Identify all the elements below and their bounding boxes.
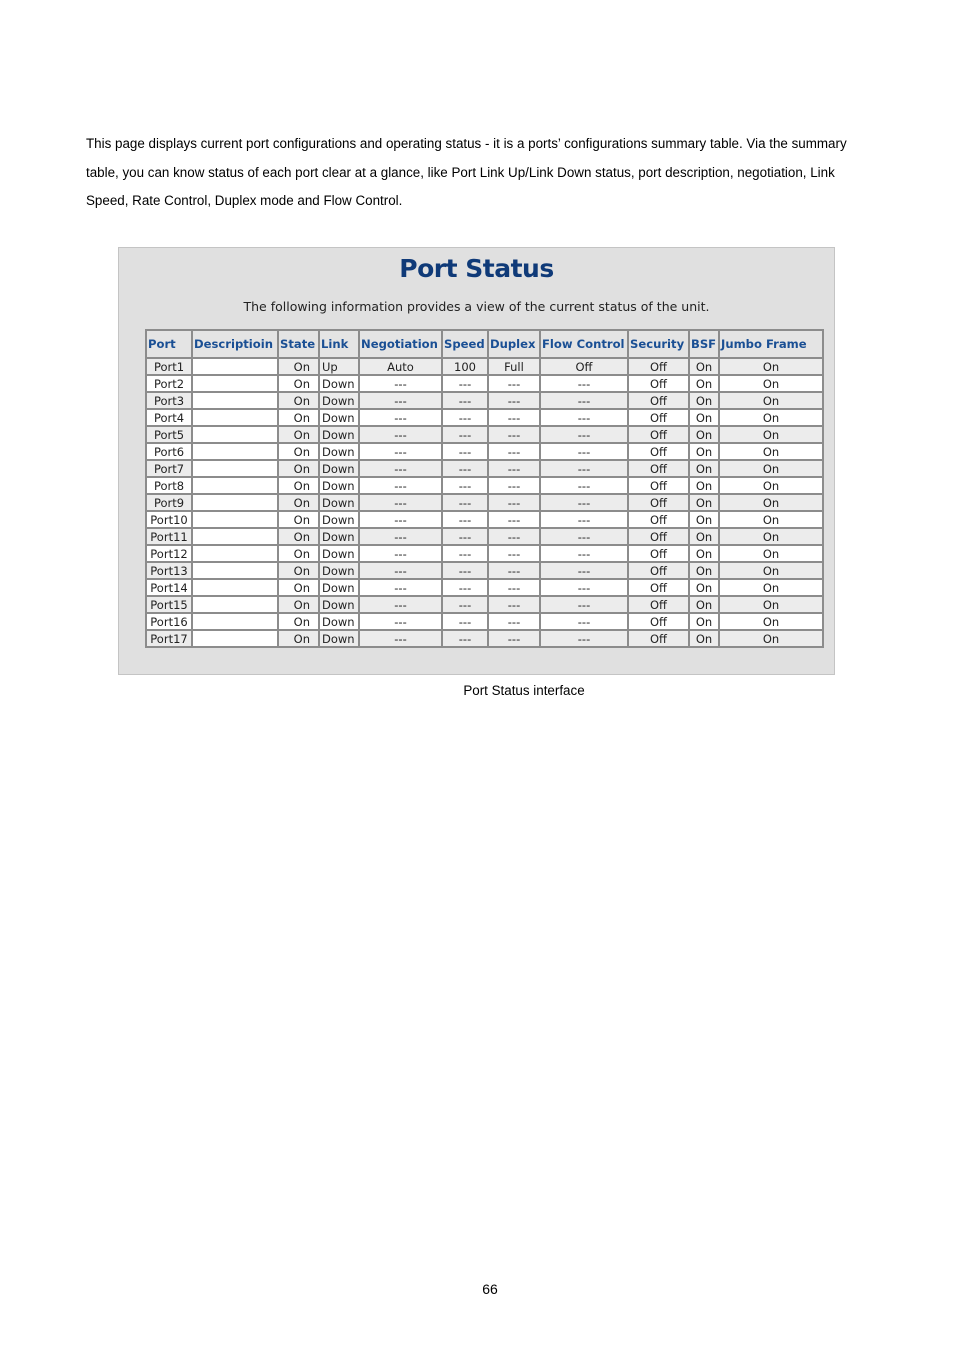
cell-jumbo-frame: On xyxy=(719,392,823,409)
header-speed: Speed xyxy=(442,330,488,358)
cell-description xyxy=(192,426,278,443)
cell-link: Down xyxy=(319,443,359,460)
cell-speed: --- xyxy=(442,545,488,562)
table-row xyxy=(146,392,823,409)
cell-link: Down xyxy=(319,562,359,579)
figure-caption: Port Status interface xyxy=(463,683,585,698)
cell-link: Down xyxy=(319,460,359,477)
cell-bsf: On xyxy=(689,409,719,426)
cell-duplex: Full xyxy=(488,358,540,375)
cell-duplex: --- xyxy=(488,613,540,630)
cell-port: Port15 xyxy=(146,596,192,613)
cell-bsf: On xyxy=(689,613,719,630)
cell-state: On xyxy=(278,358,319,375)
cell-state: On xyxy=(278,494,319,511)
cell-speed: --- xyxy=(442,375,488,392)
cell-port: Port7 xyxy=(146,460,192,477)
cell-bsf: On xyxy=(689,477,719,494)
table-row xyxy=(146,358,823,375)
cell-description xyxy=(192,409,278,426)
cell-speed: --- xyxy=(442,528,488,545)
cell-security: Off xyxy=(628,596,689,613)
cell-jumbo-frame: On xyxy=(719,545,823,562)
cell-speed: --- xyxy=(442,579,488,596)
cell-bsf: On xyxy=(689,494,719,511)
cell-security: Off xyxy=(628,494,689,511)
cell-jumbo-frame: On xyxy=(719,596,823,613)
cell-link: Down xyxy=(319,392,359,409)
cell-bsf: On xyxy=(689,392,719,409)
cell-state: On xyxy=(278,528,319,545)
cell-speed: --- xyxy=(442,511,488,528)
cell-state: On xyxy=(278,630,319,647)
cell-description xyxy=(192,613,278,630)
cell-bsf: On xyxy=(689,562,719,579)
cell-jumbo-frame: On xyxy=(719,477,823,494)
cell-link: Down xyxy=(319,545,359,562)
cell-negotiation: --- xyxy=(359,613,442,630)
header-link: Link xyxy=(319,330,359,358)
cell-flow-control: --- xyxy=(540,392,628,409)
cell-security: Off xyxy=(628,358,689,375)
cell-port: Port8 xyxy=(146,477,192,494)
cell-flow-control: --- xyxy=(540,460,628,477)
port-status-subtitle: The following information provides a view of the current status of the unit. xyxy=(243,299,710,314)
cell-jumbo-frame: On xyxy=(719,579,823,596)
cell-port: Port10 xyxy=(146,511,192,528)
cell-negotiation: --- xyxy=(359,528,442,545)
cell-negotiation: --- xyxy=(359,477,442,494)
cell-description xyxy=(192,494,278,511)
cell-port: Port3 xyxy=(146,392,192,409)
cell-speed: --- xyxy=(442,630,488,647)
cell-description xyxy=(192,443,278,460)
cell-port: Port11 xyxy=(146,528,192,545)
cell-duplex: --- xyxy=(488,477,540,494)
cell-duplex: --- xyxy=(488,443,540,460)
cell-description xyxy=(192,460,278,477)
cell-flow-control: --- xyxy=(540,545,628,562)
cell-description xyxy=(192,545,278,562)
cell-flow-control: --- xyxy=(540,494,628,511)
cell-speed: --- xyxy=(442,477,488,494)
cell-security: Off xyxy=(628,613,689,630)
cell-bsf: On xyxy=(689,460,719,477)
table-row xyxy=(146,579,823,596)
cell-speed: 100 xyxy=(442,358,488,375)
table-row xyxy=(146,511,823,528)
cell-port: Port17 xyxy=(146,630,192,647)
port-status-title: Port Status xyxy=(399,254,554,283)
table-row xyxy=(146,528,823,545)
cell-duplex: --- xyxy=(488,596,540,613)
cell-security: Off xyxy=(628,375,689,392)
cell-duplex: --- xyxy=(488,545,540,562)
cell-bsf: On xyxy=(689,596,719,613)
table-row xyxy=(146,460,823,477)
cell-jumbo-frame: On xyxy=(719,358,823,375)
cell-negotiation: --- xyxy=(359,409,442,426)
cell-link: Down xyxy=(319,409,359,426)
cell-duplex: --- xyxy=(488,392,540,409)
cell-jumbo-frame: On xyxy=(719,375,823,392)
header-jumbo-frame: Jumbo Frame xyxy=(719,330,823,358)
cell-negotiation: --- xyxy=(359,630,442,647)
cell-state: On xyxy=(278,562,319,579)
cell-bsf: On xyxy=(689,375,719,392)
cell-link: Down xyxy=(319,630,359,647)
cell-bsf: On xyxy=(689,358,719,375)
cell-security: Off xyxy=(628,511,689,528)
cell-state: On xyxy=(278,545,319,562)
header-bsf: BSF xyxy=(689,330,719,358)
cell-description xyxy=(192,358,278,375)
cell-state: On xyxy=(278,409,319,426)
cell-description xyxy=(192,528,278,545)
cell-duplex: --- xyxy=(488,528,540,545)
cell-state: On xyxy=(278,596,319,613)
cell-security: Off xyxy=(628,562,689,579)
intro-paragraph: This page displays current port configurations and operating status - it is a ports’ configurations summary table. Via the summary table, you can know status of each port clear at a glance, like Port Link Up/Link Down status, port description, negotiation, Link Speed, Rate Control, Duplex mode and Flow Control. xyxy=(86,136,847,208)
port-status-screenshot xyxy=(118,247,835,675)
cell-flow-control: --- xyxy=(540,562,628,579)
cell-link: Down xyxy=(319,477,359,494)
cell-state: On xyxy=(278,613,319,630)
cell-jumbo-frame: On xyxy=(719,443,823,460)
cell-speed: --- xyxy=(442,613,488,630)
cell-security: Off xyxy=(628,460,689,477)
cell-port: Port16 xyxy=(146,613,192,630)
cell-link: Up xyxy=(319,358,359,375)
cell-negotiation: --- xyxy=(359,443,442,460)
cell-negotiation: --- xyxy=(359,494,442,511)
cell-port: Port1 xyxy=(146,358,192,375)
cell-security: Off xyxy=(628,409,689,426)
table-row xyxy=(146,494,823,511)
cell-duplex: --- xyxy=(488,375,540,392)
cell-negotiation: --- xyxy=(359,511,442,528)
cell-state: On xyxy=(278,511,319,528)
cell-speed: --- xyxy=(442,460,488,477)
cell-description xyxy=(192,511,278,528)
cell-port: Port5 xyxy=(146,426,192,443)
cell-state: On xyxy=(278,477,319,494)
cell-link: Down xyxy=(319,528,359,545)
cell-negotiation: --- xyxy=(359,460,442,477)
cell-security: Off xyxy=(628,477,689,494)
table-row xyxy=(146,443,823,460)
cell-state: On xyxy=(278,443,319,460)
cell-security: Off xyxy=(628,392,689,409)
cell-jumbo-frame: On xyxy=(719,494,823,511)
cell-jumbo-frame: On xyxy=(719,460,823,477)
cell-bsf: On xyxy=(689,528,719,545)
cell-security: Off xyxy=(628,443,689,460)
cell-speed: --- xyxy=(442,443,488,460)
cell-flow-control: --- xyxy=(540,477,628,494)
cell-speed: --- xyxy=(442,426,488,443)
cell-security: Off xyxy=(628,579,689,596)
cell-link: Down xyxy=(319,494,359,511)
cell-security: Off xyxy=(628,630,689,647)
header-negotiation: Negotiation xyxy=(359,330,442,358)
cell-flow-control: --- xyxy=(540,511,628,528)
table-header-row xyxy=(146,330,823,358)
cell-bsf: On xyxy=(689,579,719,596)
table-row xyxy=(146,630,823,647)
cell-bsf: On xyxy=(689,511,719,528)
cell-description xyxy=(192,477,278,494)
cell-state: On xyxy=(278,460,319,477)
cell-flow-control: --- xyxy=(540,613,628,630)
cell-port: Port9 xyxy=(146,494,192,511)
cell-link: Down xyxy=(319,375,359,392)
cell-description xyxy=(192,375,278,392)
cell-jumbo-frame: On xyxy=(719,562,823,579)
cell-description xyxy=(192,392,278,409)
cell-duplex: --- xyxy=(488,579,540,596)
table-row xyxy=(146,545,823,562)
cell-bsf: On xyxy=(689,426,719,443)
cell-port: Port4 xyxy=(146,409,192,426)
cell-jumbo-frame: On xyxy=(719,426,823,443)
cell-jumbo-frame: On xyxy=(719,409,823,426)
table-row xyxy=(146,562,823,579)
header-duplex: Duplex xyxy=(488,330,540,358)
header-description: Descriptioin xyxy=(192,330,278,358)
cell-duplex: --- xyxy=(488,630,540,647)
cell-flow-control: Off xyxy=(540,358,628,375)
cell-jumbo-frame: On xyxy=(719,630,823,647)
cell-port: Port6 xyxy=(146,443,192,460)
cell-link: Down xyxy=(319,579,359,596)
cell-link: Down xyxy=(319,596,359,613)
table-row xyxy=(146,375,823,392)
cell-port: Port14 xyxy=(146,579,192,596)
port-status-table xyxy=(145,329,824,648)
cell-negotiation: --- xyxy=(359,579,442,596)
cell-negotiation: --- xyxy=(359,426,442,443)
port-rows xyxy=(146,358,823,647)
cell-flow-control: --- xyxy=(540,528,628,545)
cell-jumbo-frame: On xyxy=(719,613,823,630)
header-security: Security xyxy=(628,330,689,358)
header-flow-control: Flow Control xyxy=(540,330,628,358)
table-row xyxy=(146,426,823,443)
cell-description xyxy=(192,630,278,647)
cell-port: Port13 xyxy=(146,562,192,579)
cell-port: Port12 xyxy=(146,545,192,562)
cell-flow-control: --- xyxy=(540,596,628,613)
cell-speed: --- xyxy=(442,409,488,426)
cell-duplex: --- xyxy=(488,460,540,477)
cell-security: Off xyxy=(628,545,689,562)
cell-link: Down xyxy=(319,613,359,630)
page-number: 66 xyxy=(482,1281,498,1297)
cell-duplex: --- xyxy=(488,511,540,528)
cell-bsf: On xyxy=(689,545,719,562)
cell-description xyxy=(192,596,278,613)
table-row xyxy=(146,409,823,426)
cell-flow-control: --- xyxy=(540,426,628,443)
cell-flow-control: --- xyxy=(540,630,628,647)
header-port: Port xyxy=(146,330,192,358)
cell-link: Down xyxy=(319,426,359,443)
cell-security: Off xyxy=(628,528,689,545)
cell-negotiation: --- xyxy=(359,562,442,579)
cell-speed: --- xyxy=(442,596,488,613)
cell-duplex: --- xyxy=(488,494,540,511)
table-row xyxy=(146,477,823,494)
cell-flow-control: --- xyxy=(540,409,628,426)
cell-flow-control: --- xyxy=(540,375,628,392)
cell-speed: --- xyxy=(442,392,488,409)
cell-negotiation: --- xyxy=(359,596,442,613)
cell-link: Down xyxy=(319,511,359,528)
cell-description xyxy=(192,562,278,579)
header-state: State xyxy=(278,330,319,358)
cell-bsf: On xyxy=(689,630,719,647)
cell-negotiation: --- xyxy=(359,545,442,562)
cell-state: On xyxy=(278,392,319,409)
cell-negotiation: --- xyxy=(359,392,442,409)
cell-state: On xyxy=(278,426,319,443)
cell-negotiation: Auto xyxy=(359,358,442,375)
cell-speed: --- xyxy=(442,494,488,511)
cell-speed: --- xyxy=(442,562,488,579)
cell-state: On xyxy=(278,375,319,392)
cell-security: Off xyxy=(628,426,689,443)
cell-port: Port2 xyxy=(146,375,192,392)
table-row xyxy=(146,596,823,613)
cell-description xyxy=(192,579,278,596)
cell-state: On xyxy=(278,579,319,596)
cell-duplex: --- xyxy=(488,409,540,426)
cell-jumbo-frame: On xyxy=(719,511,823,528)
table-row xyxy=(146,613,823,630)
cell-negotiation: --- xyxy=(359,375,442,392)
cell-flow-control: --- xyxy=(540,443,628,460)
cell-flow-control: --- xyxy=(540,579,628,596)
cell-bsf: On xyxy=(689,443,719,460)
cell-duplex: --- xyxy=(488,426,540,443)
cell-duplex: --- xyxy=(488,562,540,579)
cell-jumbo-frame: On xyxy=(719,528,823,545)
